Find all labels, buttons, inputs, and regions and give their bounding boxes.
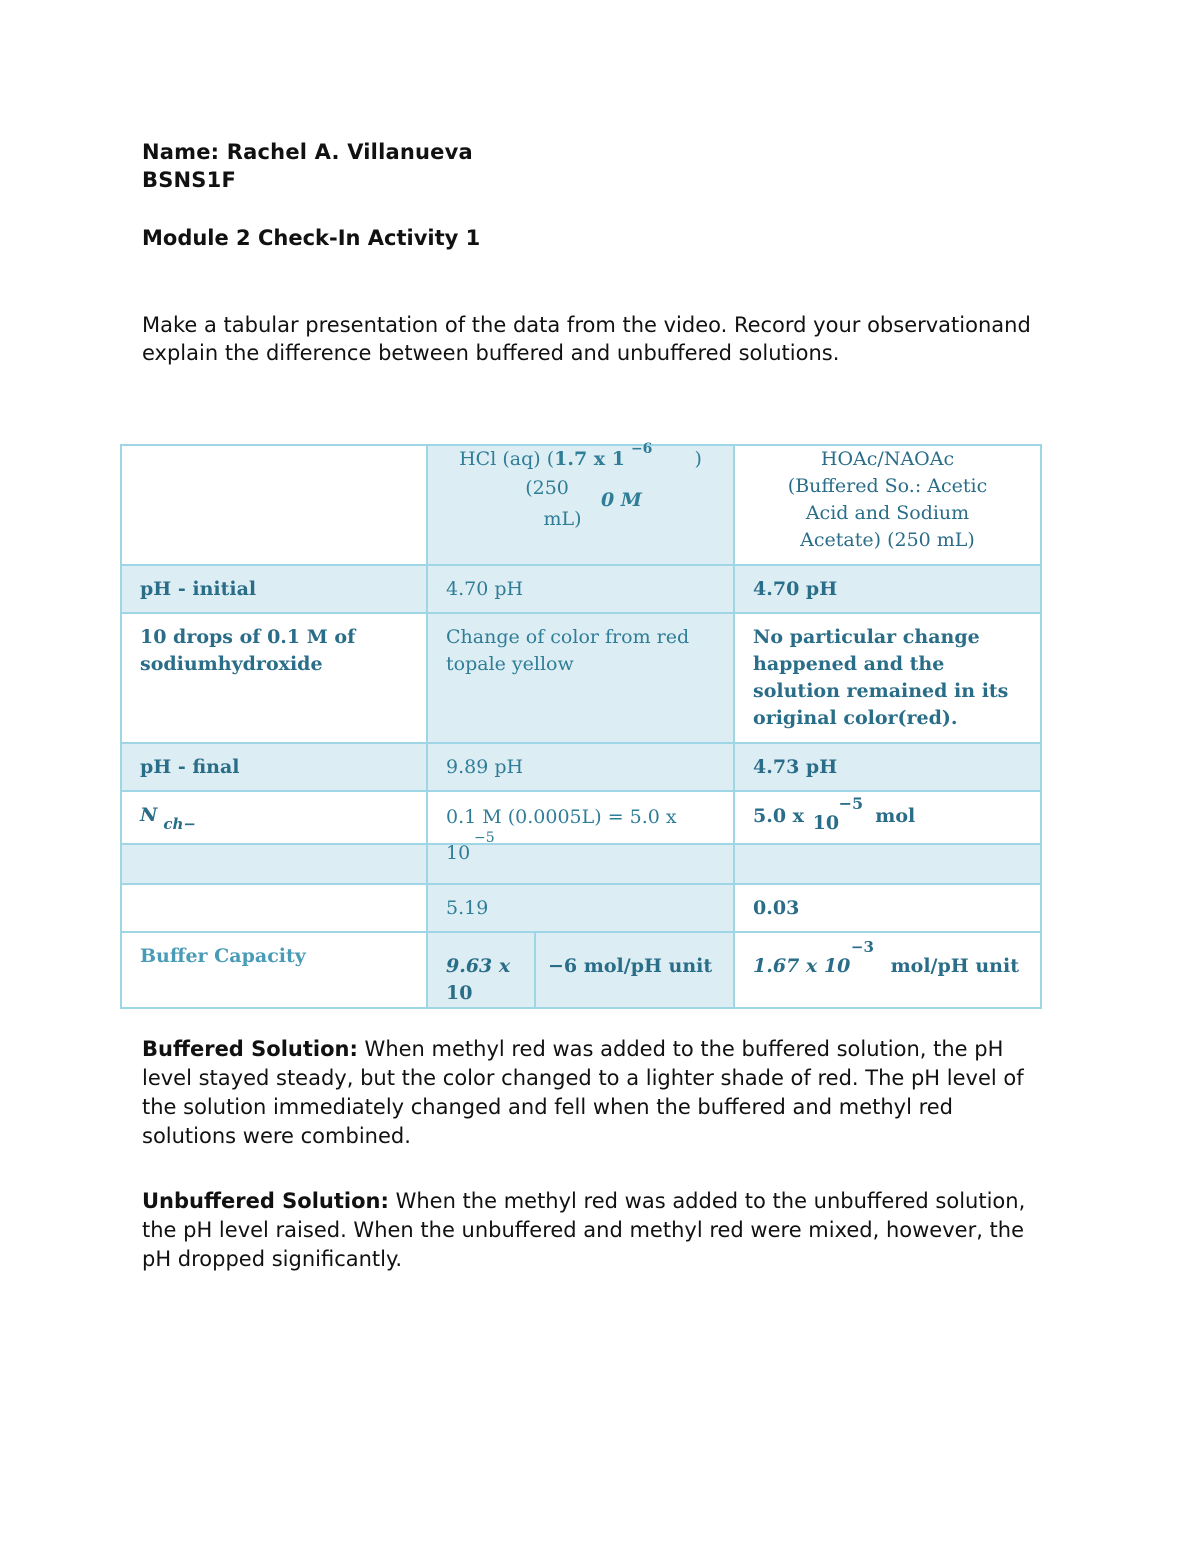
capacity-buf-unit: mol/pH unit: [890, 955, 1019, 977]
unbuffered-text: When the methyl red was added to the unbuffered solution, the pH level raised. When the unbuffered and methyl red were mixed, however, the pH dropped significantly.: [142, 1189, 1026, 1271]
moles-label-sub: ch−: [163, 815, 196, 833]
moles-hcl-exp: −5: [474, 830, 495, 846]
unbuffered-label: Unbuffered Solution:: [142, 1189, 389, 1213]
buffered-paragraph: [142, 1035, 1052, 1151]
buffered-label: Buffered Solution:: [142, 1037, 358, 1061]
row-moles-label: [121, 791, 427, 844]
student-name: Name: Rachel A. Villanueva: [142, 140, 473, 164]
row-ph-initial-label: pH - initial: [121, 565, 427, 613]
moles-label-n: N: [140, 804, 158, 826]
row-ph-initial-buf: 4.70 pH: [734, 565, 1041, 613]
capacity-buf-coef: 1.67 x 10: [753, 955, 851, 977]
header-buffered: HOAc/NAOAc (Buffered So.: Acetic Acid and Sodium Acetate) (250 mL): [734, 445, 1041, 565]
hcl-head-coef: 1.7 x 1: [554, 448, 625, 470]
row-ph-final-label: pH - final: [121, 743, 427, 791]
buffered-text: When methyl red was added to the buffered solution, the pH level stayed steady, but the color changed to a lighter shade of red. The pH level of the solution immediately changed and fell when the buffered and methyl red solutions were combined.: [142, 1037, 1024, 1148]
row-ph-final-hcl: 9.89 pH: [427, 743, 734, 791]
moles-buf-power: [811, 794, 864, 834]
row-naoh-hcl: Change of color from red topale yellow: [427, 613, 734, 743]
row-capacity-hcl-unit: −6 mol/pH unit: [535, 932, 734, 1008]
instructions: Make a tabular presentation of the data from the video. Record your observationand explain the difference between buffered and unbuffered solutions.: [142, 313, 1031, 365]
unbuffered-paragraph: [142, 1187, 1052, 1274]
capacity-buf-exp: −3: [850, 938, 874, 956]
row-capacity-buf: [734, 932, 1041, 1008]
row-ph-initial-hcl: 4.70 pH: [427, 565, 734, 613]
row-moles2-label: [121, 844, 427, 884]
hcl-head-unit: 0 M: [600, 489, 642, 511]
hcl-head-exp: −6: [630, 441, 653, 457]
hcl-head-line2: (250: [525, 477, 569, 499]
header-block: [142, 138, 473, 194]
row-moles2-hcl: [427, 844, 734, 884]
hcl-head-line3: mL): [543, 508, 582, 530]
header-empty-cell: [121, 445, 427, 565]
row-moles-hcl: [427, 791, 734, 844]
moles-buf-base: 10: [812, 812, 840, 834]
row-capacity-label: Buffer Capacity: [121, 932, 427, 1008]
row-naoh-buf: No particular change happened and the solution remained in its original color(red).: [734, 613, 1041, 743]
row-moles2-buf: [734, 844, 1041, 884]
capacity-hcl-coef: 9.63 x: [446, 955, 511, 977]
capacity-hcl-base: 10: [446, 982, 473, 1004]
moles-hcl-line1: 0.1 M (0.0005L) = 5.0 x: [446, 806, 677, 828]
row-ph-final-buf: 4.73 pH: [734, 743, 1041, 791]
row-moles-buf: [734, 791, 1041, 844]
row-naoh-label: 10 drops of 0.1 M of sodiumhydroxide: [121, 613, 427, 743]
row-delta-buf: 0.03: [734, 884, 1041, 932]
moles-buf-exp: −5: [838, 794, 864, 813]
row-delta-hcl: 5.19: [427, 884, 734, 932]
module-title: Module 2 Check-In Activity 1: [142, 226, 481, 250]
moles-hcl-base: 10: [446, 842, 471, 864]
moles-buf-unit: mol: [875, 805, 916, 827]
data-table: [120, 441, 1042, 1009]
moles-buf-coef: 5.0 x: [753, 805, 805, 827]
hcl-head-line1: HCl (aq) (: [459, 448, 555, 470]
row-delta-label: [121, 884, 427, 932]
hcl-head-close: ): [694, 448, 702, 470]
student-section: BSNS1F: [142, 168, 236, 192]
header-hcl: [427, 441, 734, 565]
row-capacity-hcl-coef: [427, 932, 535, 1008]
